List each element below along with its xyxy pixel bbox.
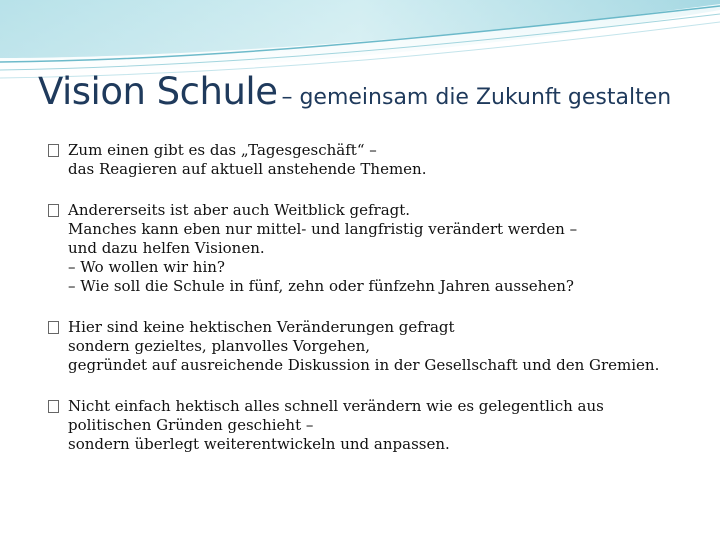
bullet-marker-icon: [48, 321, 59, 334]
bullet-item: [48, 201, 698, 296]
bullet-line: Zum einen gibt es das „Tagesgeschäft“ –: [68, 141, 377, 159]
bullet-line: das Reagieren auf aktuell anstehende Themen.: [68, 160, 427, 178]
bullet-item: [48, 397, 698, 454]
bullet-line: politischen Gründen geschieht –: [68, 416, 314, 434]
bullet-line: gegründet auf ausreichende Diskussion in der Gesellschaft und den Gremien.: [68, 356, 660, 374]
bullet-marker-icon: [48, 400, 59, 413]
bullet-line: – Wo wollen wir hin?: [68, 258, 225, 276]
bullet-marker-icon: [48, 204, 59, 217]
title-subtitle: – gemeinsam die Zukunft gestalten: [281, 85, 672, 110]
bullet-list: [48, 141, 698, 454]
bullet-line: Manches kann eben nur mittel- und langfristig verändert werden –: [68, 220, 578, 238]
page-title: [38, 70, 671, 113]
bullet-marker-icon: [48, 144, 59, 157]
bullet-line: Nicht einfach hektisch alles schnell verändern wie es gelegentlich aus: [68, 397, 604, 415]
bullet-item: [48, 318, 698, 375]
bullet-line: sondern gezieltes, planvolles Vorgehen,: [68, 337, 371, 355]
bullet-line: sondern überlegt weiterentwickeln und anpassen.: [68, 435, 450, 453]
bullet-item: [48, 141, 698, 179]
bullet-line: Hier sind keine hektischen Veränderungen gefragt: [68, 318, 455, 336]
title-main: Vision Schule: [38, 70, 278, 113]
bullet-line: und dazu helfen Visionen.: [68, 239, 265, 257]
bullet-line: Andererseits ist aber auch Weitblick gefragt.: [68, 201, 411, 219]
bullet-line: – Wie soll die Schule in fünf, zehn oder fünfzehn Jahren aussehen?: [68, 277, 574, 295]
